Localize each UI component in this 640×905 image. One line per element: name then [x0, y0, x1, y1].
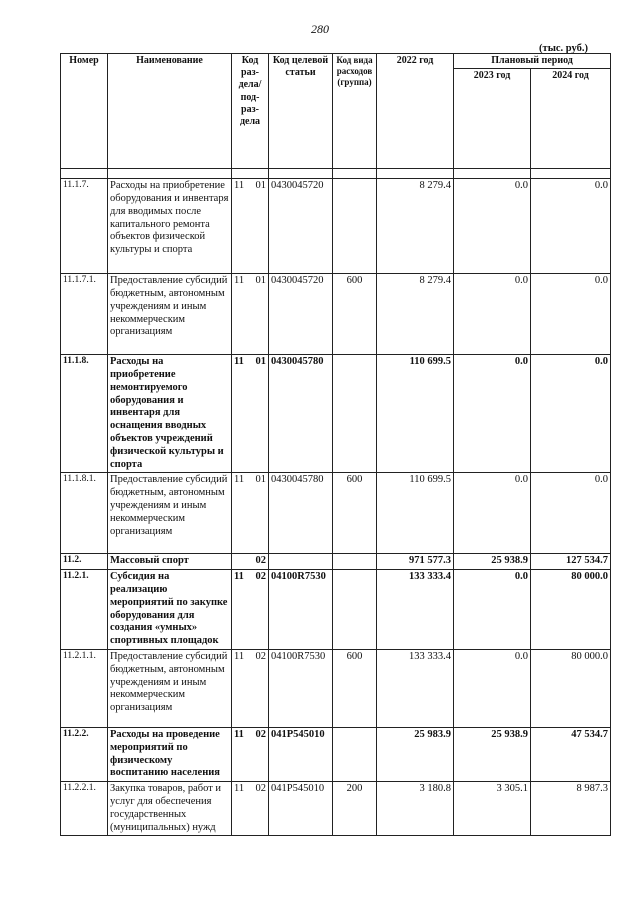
- row-expense-type: 600: [333, 649, 377, 727]
- row-number: 11.2.1.: [61, 570, 108, 650]
- row-amount-2023: 0.0: [454, 355, 531, 473]
- row-number: 11.1.7.1.: [61, 274, 108, 355]
- row-amount-2023: 0.0: [454, 179, 531, 274]
- row-expense-type: [333, 179, 377, 274]
- row-target-code: 04100R7530: [269, 570, 333, 650]
- row-expense-type: [333, 570, 377, 650]
- row-subsection: 01: [250, 473, 269, 554]
- row-amount-2024: 80 000.0: [531, 570, 611, 650]
- row-subsection: 01: [250, 179, 269, 274]
- table-row: [61, 782, 611, 836]
- row-name: Расходы на проведение мероприятий по физическому воспитанию населения: [108, 727, 232, 781]
- row-number: 11.1.8.: [61, 355, 108, 473]
- header-code-expense-type: Код вида расходов (группа): [333, 54, 377, 169]
- table-row: [61, 473, 611, 554]
- row-expense-type: 600: [333, 274, 377, 355]
- budget-table: [60, 53, 611, 836]
- table-row: [61, 649, 611, 727]
- row-amount-2024: 0.0: [531, 355, 611, 473]
- row-target-code: 0430045720: [269, 179, 333, 274]
- row-target-code: 04100R7530: [269, 649, 333, 727]
- header-year-2024: 2024 год: [531, 69, 611, 169]
- row-target-code: [269, 554, 333, 570]
- row-name: Субсидия на реализацию мероприятий по закупке оборудования для создания «умных» спортивных площадок: [108, 570, 232, 650]
- row-name: Расходы на приобретение оборудования и инвентаря для вводимых после капитального ремонта объектов физической культуры и спорта: [108, 179, 232, 274]
- row-name: Массовый спорт: [108, 554, 232, 570]
- row-subsection: 02: [250, 570, 269, 650]
- row-section: 11: [232, 473, 250, 554]
- row-name: Предоставление субсидий бюджетным, автономным учреждениям и иным некоммерческим организациям: [108, 473, 232, 554]
- row-amount-2022: 8 279.4: [377, 274, 454, 355]
- row-expense-type: 600: [333, 473, 377, 554]
- row-expense-type: [333, 355, 377, 473]
- table-row: [61, 554, 611, 570]
- row-subsection: 02: [250, 649, 269, 727]
- header-name: Наименование: [108, 54, 232, 169]
- row-name: Предоставление субсидий бюджетным, автономным учреждениям и иным некоммерческим организациям: [108, 649, 232, 727]
- row-amount-2022: 25 983.9: [377, 727, 454, 781]
- row-subsection: 02: [250, 554, 269, 570]
- table-row: [61, 274, 611, 355]
- header-planned-period: Плановый период: [454, 54, 611, 69]
- row-amount-2023: 0.0: [454, 649, 531, 727]
- row-amount-2024: 0.0: [531, 179, 611, 274]
- table-header: [61, 54, 611, 179]
- table-row: [61, 727, 611, 781]
- row-amount-2022: 971 577.3: [377, 554, 454, 570]
- row-name: Закупка товаров, работ и услуг для обеспечения государственных (муниципальных) нужд: [108, 782, 232, 836]
- row-target-code: 0430045780: [269, 473, 333, 554]
- row-section: 11: [232, 649, 250, 727]
- units-label: (тыс. руб.): [539, 43, 588, 54]
- table-row: [61, 355, 611, 473]
- row-amount-2024: 0.0: [531, 473, 611, 554]
- row-amount-2023: 25 938.9: [454, 727, 531, 781]
- row-amount-2022: 133 333.4: [377, 570, 454, 650]
- row-amount-2023: 0.0: [454, 473, 531, 554]
- row-number: 11.2.2.: [61, 727, 108, 781]
- row-expense-type: 200: [333, 782, 377, 836]
- table-row: [61, 570, 611, 650]
- row-amount-2023: 0.0: [454, 274, 531, 355]
- row-amount-2024: 0.0: [531, 274, 611, 355]
- row-target-code: 041P545010: [269, 782, 333, 836]
- header-year-2023: 2023 год: [454, 69, 531, 169]
- page-number: 280: [311, 22, 329, 36]
- header-code-target: Код целевой статьи: [269, 54, 333, 169]
- header-code-section: Код раз-дела/ под-раз-дела: [232, 54, 269, 169]
- row-section: 11: [232, 274, 250, 355]
- row-amount-2022: 110 699.5: [377, 355, 454, 473]
- row-amount-2024: 8 987.3: [531, 782, 611, 836]
- row-amount-2022: 110 699.5: [377, 473, 454, 554]
- row-expense-type: [333, 554, 377, 570]
- row-target-code: 0430045720: [269, 274, 333, 355]
- row-section: 11: [232, 355, 250, 473]
- row-subsection: 01: [250, 355, 269, 473]
- row-number: 11.1.7.: [61, 179, 108, 274]
- row-target-code: 041P545010: [269, 727, 333, 781]
- row-amount-2024: 80 000.0: [531, 649, 611, 727]
- row-subsection: 01: [250, 274, 269, 355]
- row-amount-2024: 47 534.7: [531, 727, 611, 781]
- row-amount-2022: 3 180.8: [377, 782, 454, 836]
- row-expense-type: [333, 727, 377, 781]
- row-section: 11: [232, 727, 250, 781]
- row-section: 11: [232, 782, 250, 836]
- header-number: Номер: [61, 54, 108, 169]
- row-amount-2022: 8 279.4: [377, 179, 454, 274]
- row-section: 11: [232, 179, 250, 274]
- row-section: [232, 554, 250, 570]
- row-amount-2024: 127 534.7: [531, 554, 611, 570]
- row-amount-2023: 25 938.9: [454, 554, 531, 570]
- row-amount-2022: 133 333.4: [377, 649, 454, 727]
- table-row: [61, 179, 611, 274]
- row-name: Расходы на приобретение немонтируемого оборудования и инвентаря для оснащения вводных объектов учреждений физической культуры и спорта: [108, 355, 232, 473]
- row-number: 11.2.2.1.: [61, 782, 108, 836]
- row-amount-2023: 3 305.1: [454, 782, 531, 836]
- row-section: 11: [232, 570, 250, 650]
- row-number: 11.2.: [61, 554, 108, 570]
- row-subsection: 02: [250, 727, 269, 781]
- row-amount-2023: 0.0: [454, 570, 531, 650]
- row-target-code: 0430045780: [269, 355, 333, 473]
- row-subsection: 02: [250, 782, 269, 836]
- row-name: Предоставление субсидий бюджетным, автономным учреждениям и иным некоммерческим организациям: [108, 274, 232, 355]
- header-year-2022: 2022 год: [377, 54, 454, 169]
- table-body: [61, 179, 611, 836]
- row-number: 11.1.8.1.: [61, 473, 108, 554]
- row-number: 11.2.1.1.: [61, 649, 108, 727]
